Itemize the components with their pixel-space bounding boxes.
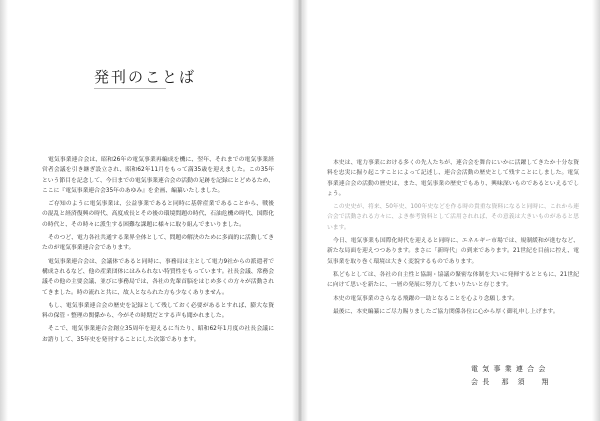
right-paragraph-6: 最後に、本史編纂にご尽力賜りましたご協力関係各位に心から厚く御礼申し上げます。 <box>333 308 559 315</box>
signature-block <box>471 363 549 389</box>
right-page <box>303 0 600 421</box>
left-paragraph-6: そこで、電気事業連合会創立35周年を迎えるに当たり、昭和62年1月度の社長会議にお諮りして、35年史を発刊することにした次第であります。 <box>42 326 274 343</box>
right-body-text <box>327 158 579 378</box>
left-paragraph-2: ご存知のように電気事業は、公益事業であると同時に基幹産業であることから、戦後の混乱と経済復興の時代、高度成長とその後の環境問題の時代、石油危機の時代、国際化の時代と、その時々に派生する困難な課題に様々に取り組んでまいりました。 <box>42 201 274 228</box>
right-paragraph-1: 本史は、電力事業における多くの先人たちが、連合会を舞台にいかに活躍してきたか十分な資料を忠実に掘り起こすことによって記述し、連合会活動の歴史として残すことにしました。電気事業連合会の活動の歴史は、また、電気事業の歴史でもあり、興味深いものであるといえるでしょう。 <box>327 160 579 197</box>
left-body-text <box>42 155 274 415</box>
signature-organization: 電 気 事 業 連 合 会 <box>471 365 547 373</box>
title-underline <box>94 88 166 89</box>
right-paragraph-3: 今日、電気事業も国際化時代を迎えると同時に、エネルギー市場では、規制緩和が進むなど、新たな局面を迎えつつあります。まさに「新時代」の到来であります。21世紀を目前に控え、電気事業を取り巻く環境は大きく変貌するものであります。 <box>327 238 579 265</box>
signature-person: 会 長 那 須 翔 <box>471 378 550 386</box>
left-paragraph-4: 電気事業連合会は、会議体であると同時に、事務局は主として電力9社からの派遣者で構成されるなど、他の産業団体にはみられない特質性をもっています。社長会議、常務会議その他の主要会議、並びに事務局では、各社の先輩首脳をはじめ多くの方々が活動されてきました。時の流れと共に、故人となられた方も少なくありません。 <box>42 258 274 296</box>
left-paragraph-5: もし、電気事業連合会の歴史を記録として残しておく必要があるとすれば、膨大な資料の保管・整理の関係から、今がその時期だとする声も聞かれました。 <box>42 302 274 320</box>
left-paragraph-1: 電気事業連合会は、昭和26年の電気事業再編成を機に、翌年、それまでの電気事業経営者会議を引き継ぎ設立され、昭和62年11月をもって満35歳を迎えました。この35年という節目を記念して、今日までの電気事業連合会の活動の足跡を記録にとどめるため、ここに『電気事業連合会35年のあゆみ』を企画、編纂いたしました。 <box>42 157 274 194</box>
right-paragraph-2: この史史が、将来、50年史、100年史などを作る時の貴重な資料になると同時に、これから連合会で活動される方々に、よき参考資料として活用されれば、その意義は大きいものがあると思います。 <box>327 204 579 231</box>
right-paragraph-5: 本史の電気事業のさらなる飛躍の一助となることを心より念願します。 <box>333 295 519 302</box>
left-page <box>0 0 297 421</box>
right-paragraph-4: 私どもとしては、各社の自主性と協調・協議の緊密な体制を大いに発揮するとともに、21世紀に向けて思いを新たに、一層の発展に努力してまいりたいと存じます。 <box>327 271 579 289</box>
page-title: 発刊のことば <box>94 68 197 86</box>
left-paragraph-3: そのつど、電力各社共通する業界全体として、問題の解決のために多面的に活動してきたのが電気事業連合会であります。 <box>42 235 274 252</box>
